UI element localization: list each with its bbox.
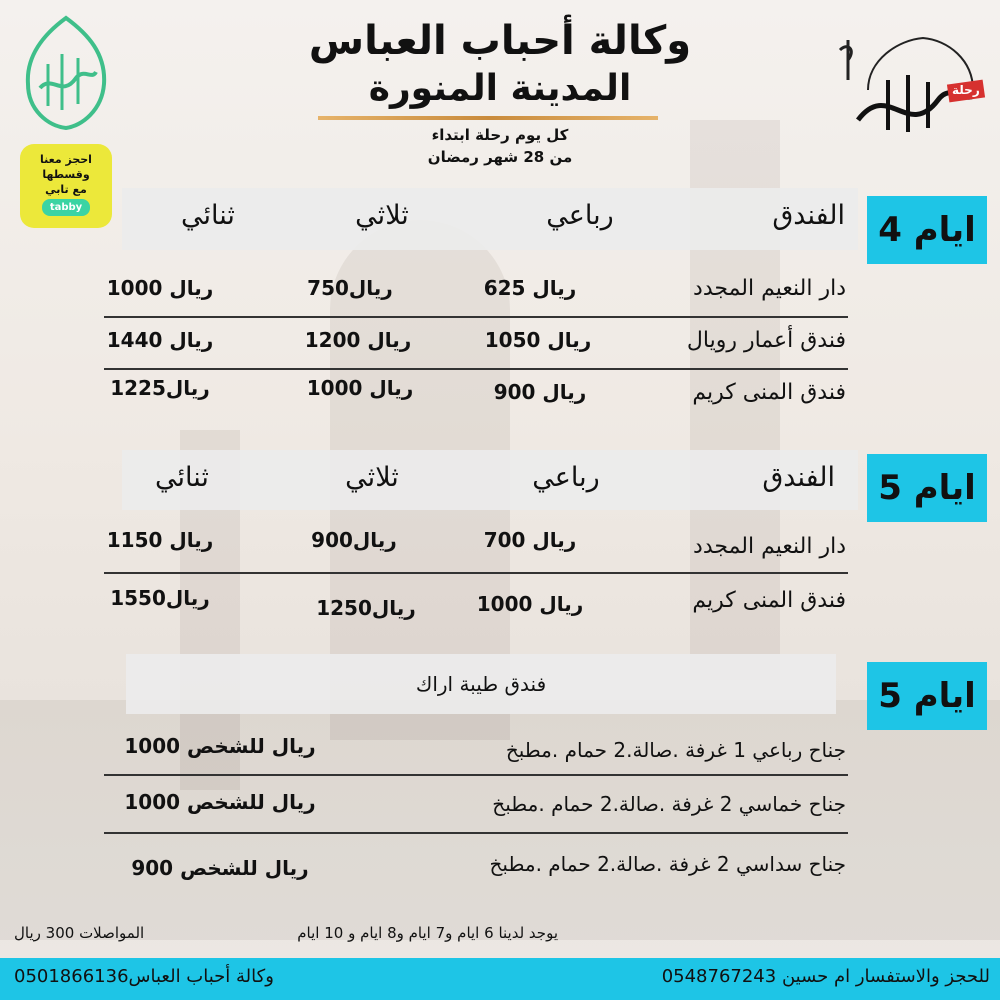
agency-logo	[828, 20, 988, 150]
s1-row-divider	[104, 316, 848, 318]
s2-row1-hotel: دار النعيم المجدد	[693, 534, 846, 559]
booking-contact[interactable]: للحجز والاستفسار ام حسين 0548767243	[661, 966, 990, 987]
col-header-double: ثنائي	[181, 200, 235, 231]
col-header-quad-2: رباعي	[532, 462, 600, 493]
s1-row1-quad: 625 ريال	[483, 276, 577, 300]
s3-row2-suite: جناح خماسي 2 غرفة .صالة.2 حمام .مطبخ	[492, 792, 846, 816]
s1-row1-double: 1000 ريال	[106, 276, 214, 300]
madinah-logo	[18, 14, 114, 132]
s1-row2-hotel: فندق أعمار رويال	[686, 328, 846, 353]
tabby-installments-badge	[20, 144, 112, 228]
s1-row-divider	[104, 368, 848, 370]
s2-row1-double: 1150 ريال	[106, 528, 214, 552]
tabby-line2: وقسطها	[42, 168, 90, 181]
s2-row1-triple: 900ريال	[311, 528, 397, 552]
tabby-logo: tabby	[42, 199, 90, 216]
section3-days-badge: 5 ايام	[867, 662, 987, 730]
s1-row3-quad: 900 ريال	[493, 380, 587, 404]
page-subtitle-city: المدينة المنورة	[368, 68, 632, 109]
col-header-hotel-2: الفندق	[762, 462, 835, 493]
trip-badge: رحلة	[952, 83, 980, 97]
transport-note: المواصلات 300 ريال	[14, 924, 145, 942]
s1-row3-hotel: فندق المنى كريم	[692, 380, 846, 405]
col-header-triple: ثلاثي	[355, 200, 409, 231]
agency-contact[interactable]: وكالة أحباب العباس0501866136	[14, 966, 274, 987]
trip-start-line1: كل يوم رحلة ابتداء	[431, 126, 569, 144]
col-header-quad: رباعي	[546, 200, 614, 231]
s2-row2-hotel: فندق المنى كريم	[692, 588, 846, 613]
s1-row3-triple: 1000 ريال	[306, 376, 414, 400]
title-divider	[318, 116, 658, 120]
s1-row2-double: 1440 ريال	[106, 328, 214, 352]
s3-row3-price: 900 ريال للشخص	[131, 856, 309, 880]
section2-days-badge: 5 ايام	[867, 454, 987, 522]
s1-row2-triple: 1200 ريال	[304, 328, 412, 352]
section3-hotel-name: فندق طيبة اراك	[415, 672, 547, 696]
col-header-hotel: الفندق	[772, 200, 845, 231]
s3-row1-price: 1000 ريال للشخص	[124, 734, 316, 758]
col-header-double-2: ثنائي	[155, 462, 209, 493]
s3-row-divider	[104, 774, 848, 776]
s3-row-divider	[104, 832, 848, 834]
s1-row1-triple: 750ريال	[307, 276, 393, 300]
tabby-line3: مع تابي	[45, 183, 87, 196]
s3-row2-price: 1000 ريال للشخص	[124, 790, 316, 814]
tabby-line1: احجز معنا	[40, 153, 92, 166]
s1-row3-double: 1225ريال	[110, 376, 210, 400]
s3-row1-suite: جناح رباعي 1 غرفة .صالة.2 حمام .مطبخ	[505, 738, 846, 762]
other-durations-note: يوجد لدينا 6 ايام و7 ايام و8 ايام و 10 ايام	[297, 924, 558, 942]
s2-row2-double: 1550ريال	[110, 586, 210, 610]
s2-row1-quad: 700 ريال	[483, 528, 577, 552]
s2-row-divider	[104, 572, 848, 574]
section1-days-badge: 4 ايام	[867, 196, 987, 264]
s2-row2-triple: 1250ريال	[316, 596, 416, 620]
s2-row2-quad: 1000 ريال	[476, 592, 584, 616]
page-title: وكالة أحباب العباس	[308, 18, 692, 64]
s3-row3-suite: جناح سداسي 2 غرفة .صالة.2 حمام .مطبخ	[489, 852, 846, 876]
col-header-triple-2: ثلاثي	[345, 462, 399, 493]
s1-row2-quad: 1050 ريال	[484, 328, 592, 352]
trip-start-line2: من 28 شهر رمضان	[427, 148, 573, 166]
s1-row1-hotel: دار النعيم المجدد	[693, 276, 846, 301]
